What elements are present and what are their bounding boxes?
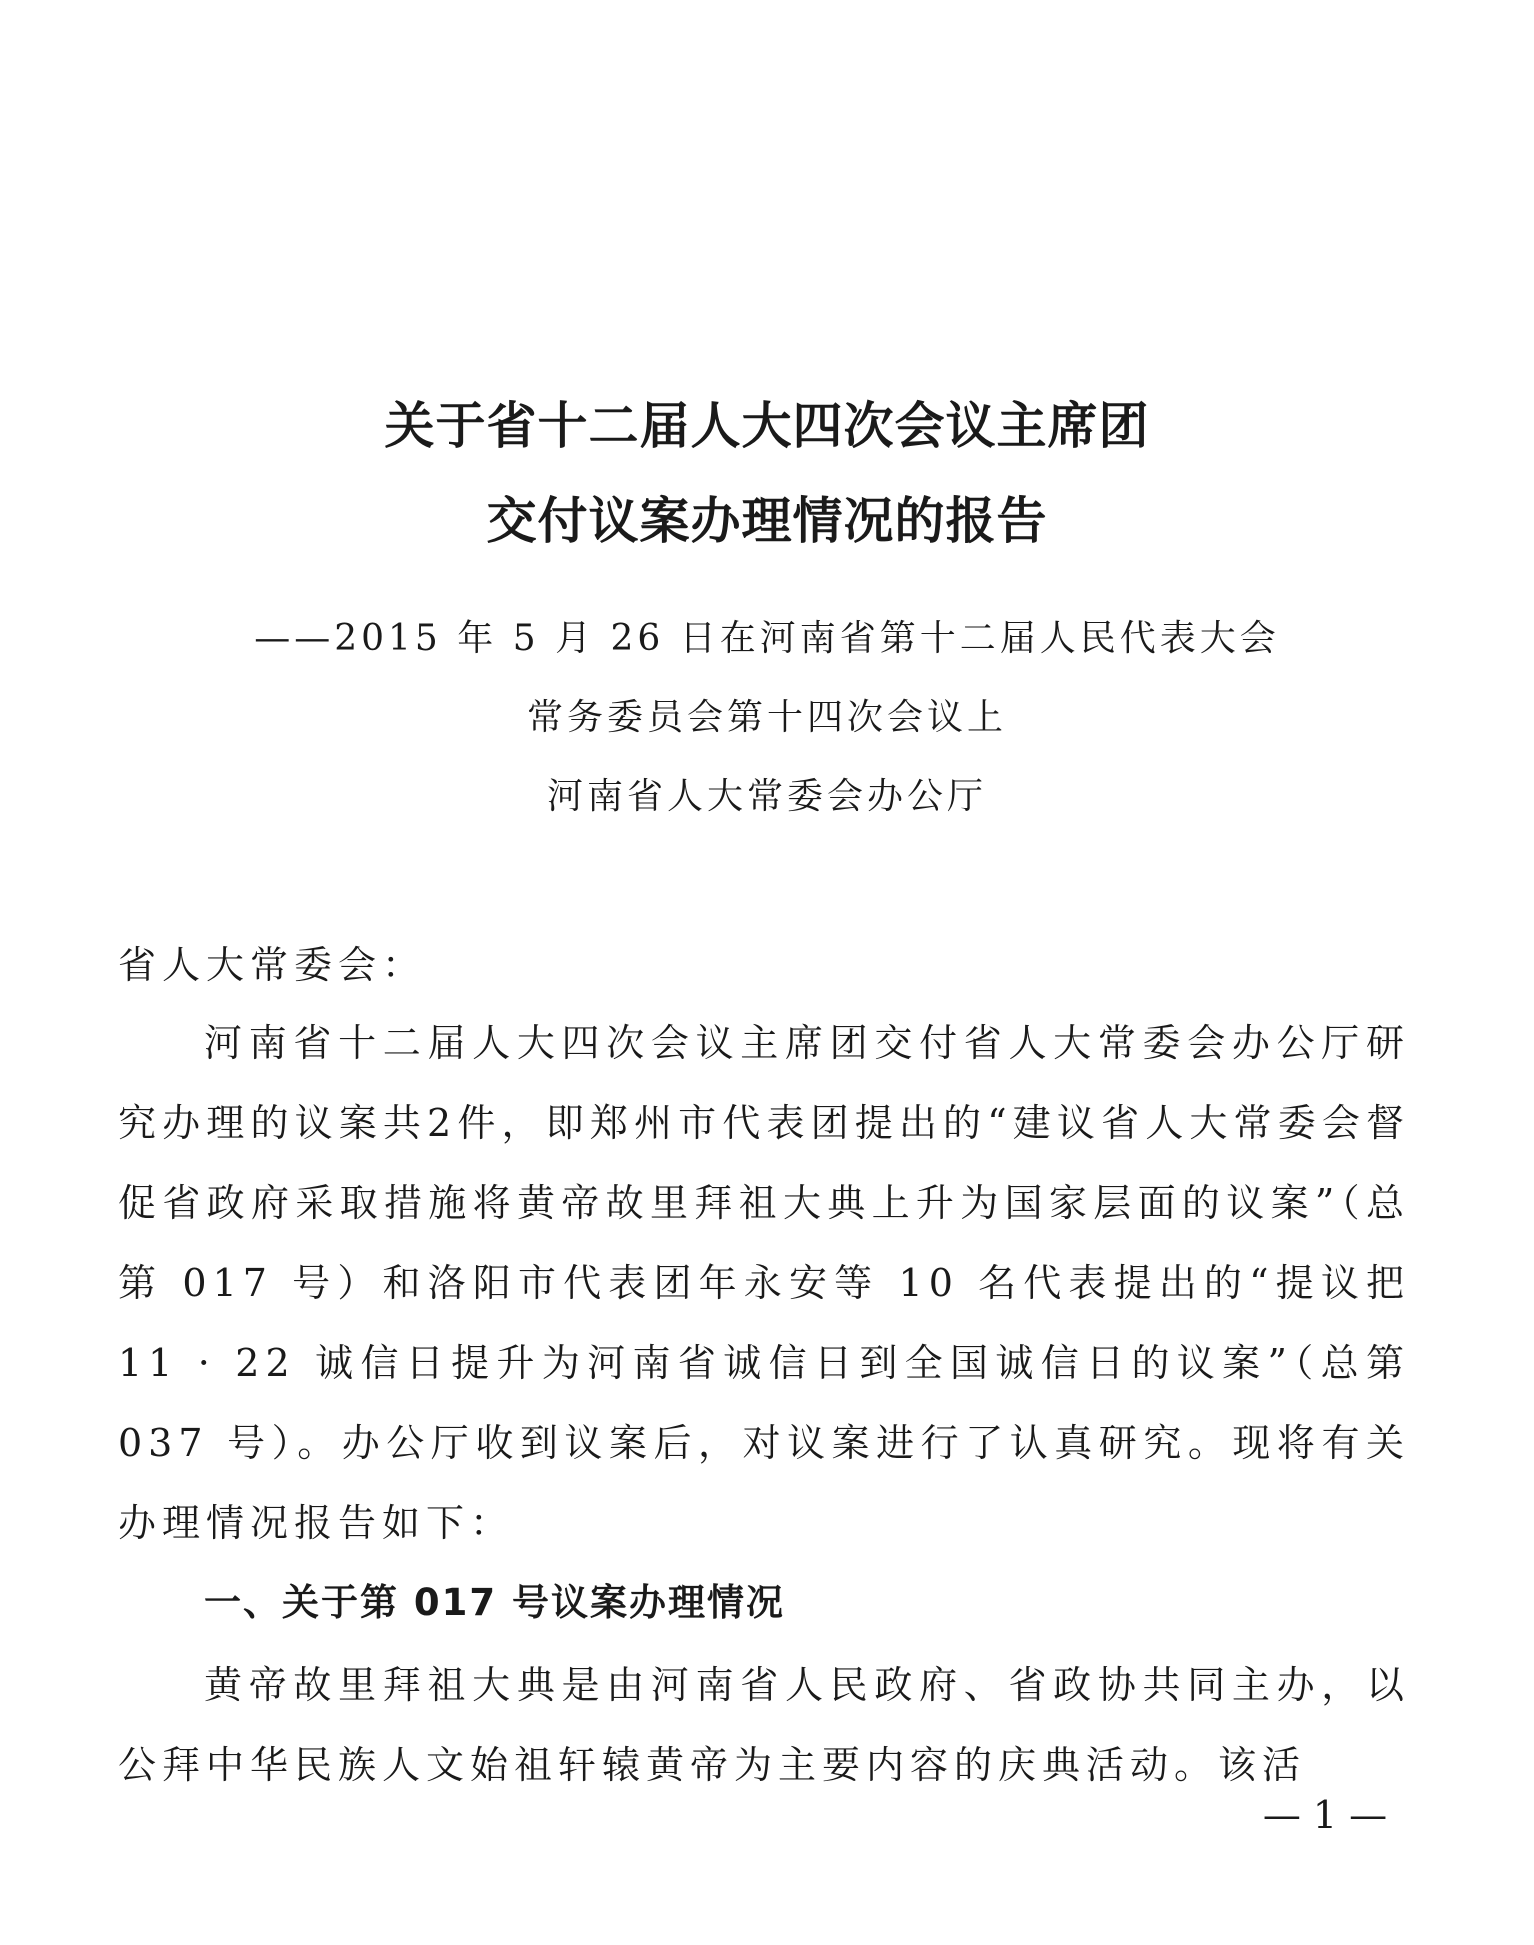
body-paragraph-2: 黄帝故里拜祖大典是由河南省人民政府、省政协共同主办，以公拜中华民族人文始祖轩辕黄帝为主要内容的庆典活动。该活: [118, 1663, 1410, 1787]
body-paragraph-1: 河南省十二届人大四次会议主席团交付省人大常委会办公厅研究办理的议案共2件，即郑州市代表团提出的“建议省人大常委会督促省政府采取措施将黄帝故里拜祖大典上升为国家层面的议案”（总第 017 号）和洛阳市代表团年永安等 10 名代表提出的“提议把 11 · 22 诚信日提升为河南省诚信日到全国诚信日的议案”（总第 037 号）。办公厅收到议案后，对议案进行了认真研究。现将有关办理情况报告如下：: [118, 1021, 1410, 1545]
page-number: — 1 —: [1262, 1793, 1388, 1837]
salutation: 省人大常委会：: [118, 943, 427, 987]
document-title-line-2: 交付议案办理情况的报告: [486, 491, 1048, 550]
document-subtitle-line-1: ——2015 年 5 月 26 日在河南省第十二届人民代表大会: [254, 618, 1280, 659]
document-subtitle-line-2: 常务委员会第十四次会议上: [526, 697, 1007, 738]
section-heading-1: 一、关于第 017 号议案办理情况: [204, 1581, 785, 1624]
document-title-line-1: 关于省十二届人大四次会议主席团: [384, 396, 1150, 455]
document-author: 河南省人大常委会办公厅: [546, 776, 987, 817]
